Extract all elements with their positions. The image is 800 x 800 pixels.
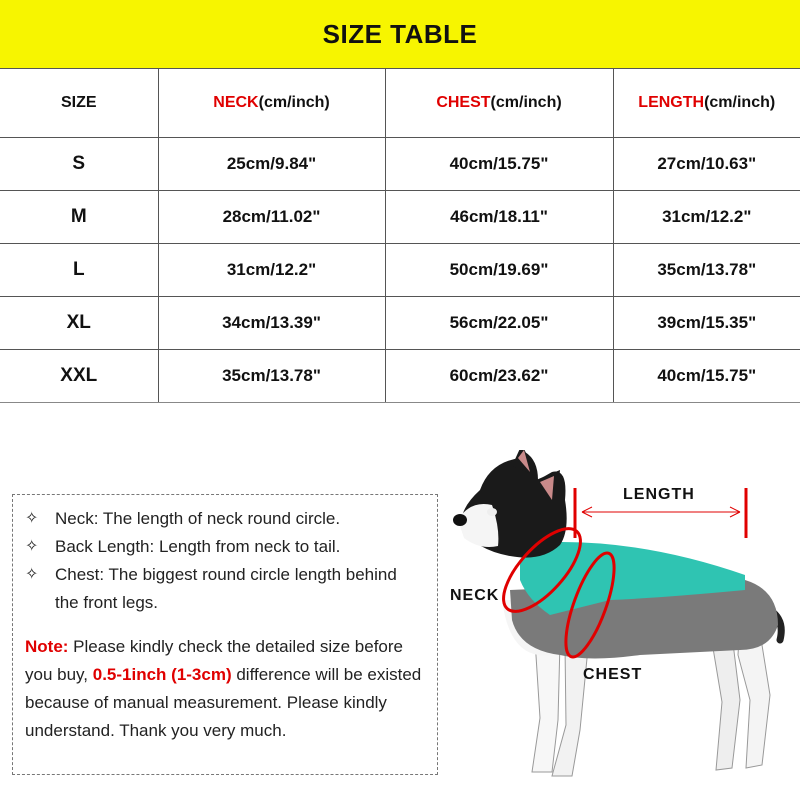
header-neck: NECK(cm/inch)	[158, 69, 385, 138]
note-label: Note:	[25, 637, 69, 656]
note-bullet-chest: ✧ Chest: The biggest round circle length behind the front legs.	[25, 561, 425, 617]
neck-cell: 34cm/13.39"	[158, 297, 385, 350]
size-cell: M	[0, 191, 158, 244]
header-length: LENGTH(cm/inch)	[613, 69, 800, 138]
length-cell: 27cm/10.63"	[613, 138, 800, 191]
table-row	[0, 191, 800, 244]
neck-cell: 31cm/12.2"	[158, 244, 385, 297]
neck-cell: 25cm/9.84"	[158, 138, 385, 191]
size-cell: L	[0, 244, 158, 297]
header-chest: CHEST(cm/inch)	[385, 69, 613, 138]
sparkle-bullet-icon: ✧	[25, 538, 39, 555]
note-bullet-back-length: ✧ Back Length: Length from neck to tail.	[25, 533, 425, 561]
table-row	[0, 350, 800, 403]
chest-cell: 56cm/22.05"	[385, 297, 613, 350]
length-label: LENGTH	[623, 486, 695, 503]
table-header-row	[0, 69, 800, 138]
chest-label: CHEST	[583, 666, 643, 683]
chest-cell: 46cm/18.11"	[385, 191, 613, 244]
tolerance-highlight: 0.5-1inch (1-3cm)	[92, 665, 232, 684]
sparkle-bullet-icon: ✧	[25, 510, 39, 527]
size-cell: XXL	[0, 350, 158, 403]
table-row	[0, 244, 800, 297]
length-cell: 31cm/12.2"	[613, 191, 800, 244]
chest-cell: 60cm/23.62"	[385, 350, 613, 403]
sparkle-bullet-icon: ✧	[25, 566, 39, 583]
size-table	[0, 68, 800, 403]
length-cell: 35cm/13.78"	[613, 244, 800, 297]
length-cell: 40cm/15.75"	[613, 350, 800, 403]
dog-measurement-figure	[440, 450, 800, 790]
dog-illustration	[440, 450, 800, 790]
note-bullet-neck: ✧ Neck: The length of neck round circle.	[25, 505, 425, 533]
measurement-notes	[12, 494, 438, 775]
table-row	[0, 138, 800, 191]
neck-label: NECK	[450, 587, 500, 604]
size-cell: S	[0, 138, 158, 191]
page-title: SIZE TABLE	[322, 18, 478, 49]
length-cell: 39cm/15.35"	[613, 297, 800, 350]
note-paragraph: Note: Please kindly check the detailed size before you buy, 0.5-1inch (1-3cm) difference will be existed because of manual measurement. Please kindly understand. Thank you very much.	[25, 637, 422, 740]
chest-cell: 40cm/15.75"	[385, 138, 613, 191]
table-row	[0, 297, 800, 350]
size-cell: XL	[0, 297, 158, 350]
chest-cell: 50cm/19.69"	[385, 244, 613, 297]
neck-cell: 28cm/11.02"	[158, 191, 385, 244]
title-banner	[0, 0, 800, 68]
header-size: SIZE	[0, 69, 158, 138]
neck-cell: 35cm/13.78"	[158, 350, 385, 403]
